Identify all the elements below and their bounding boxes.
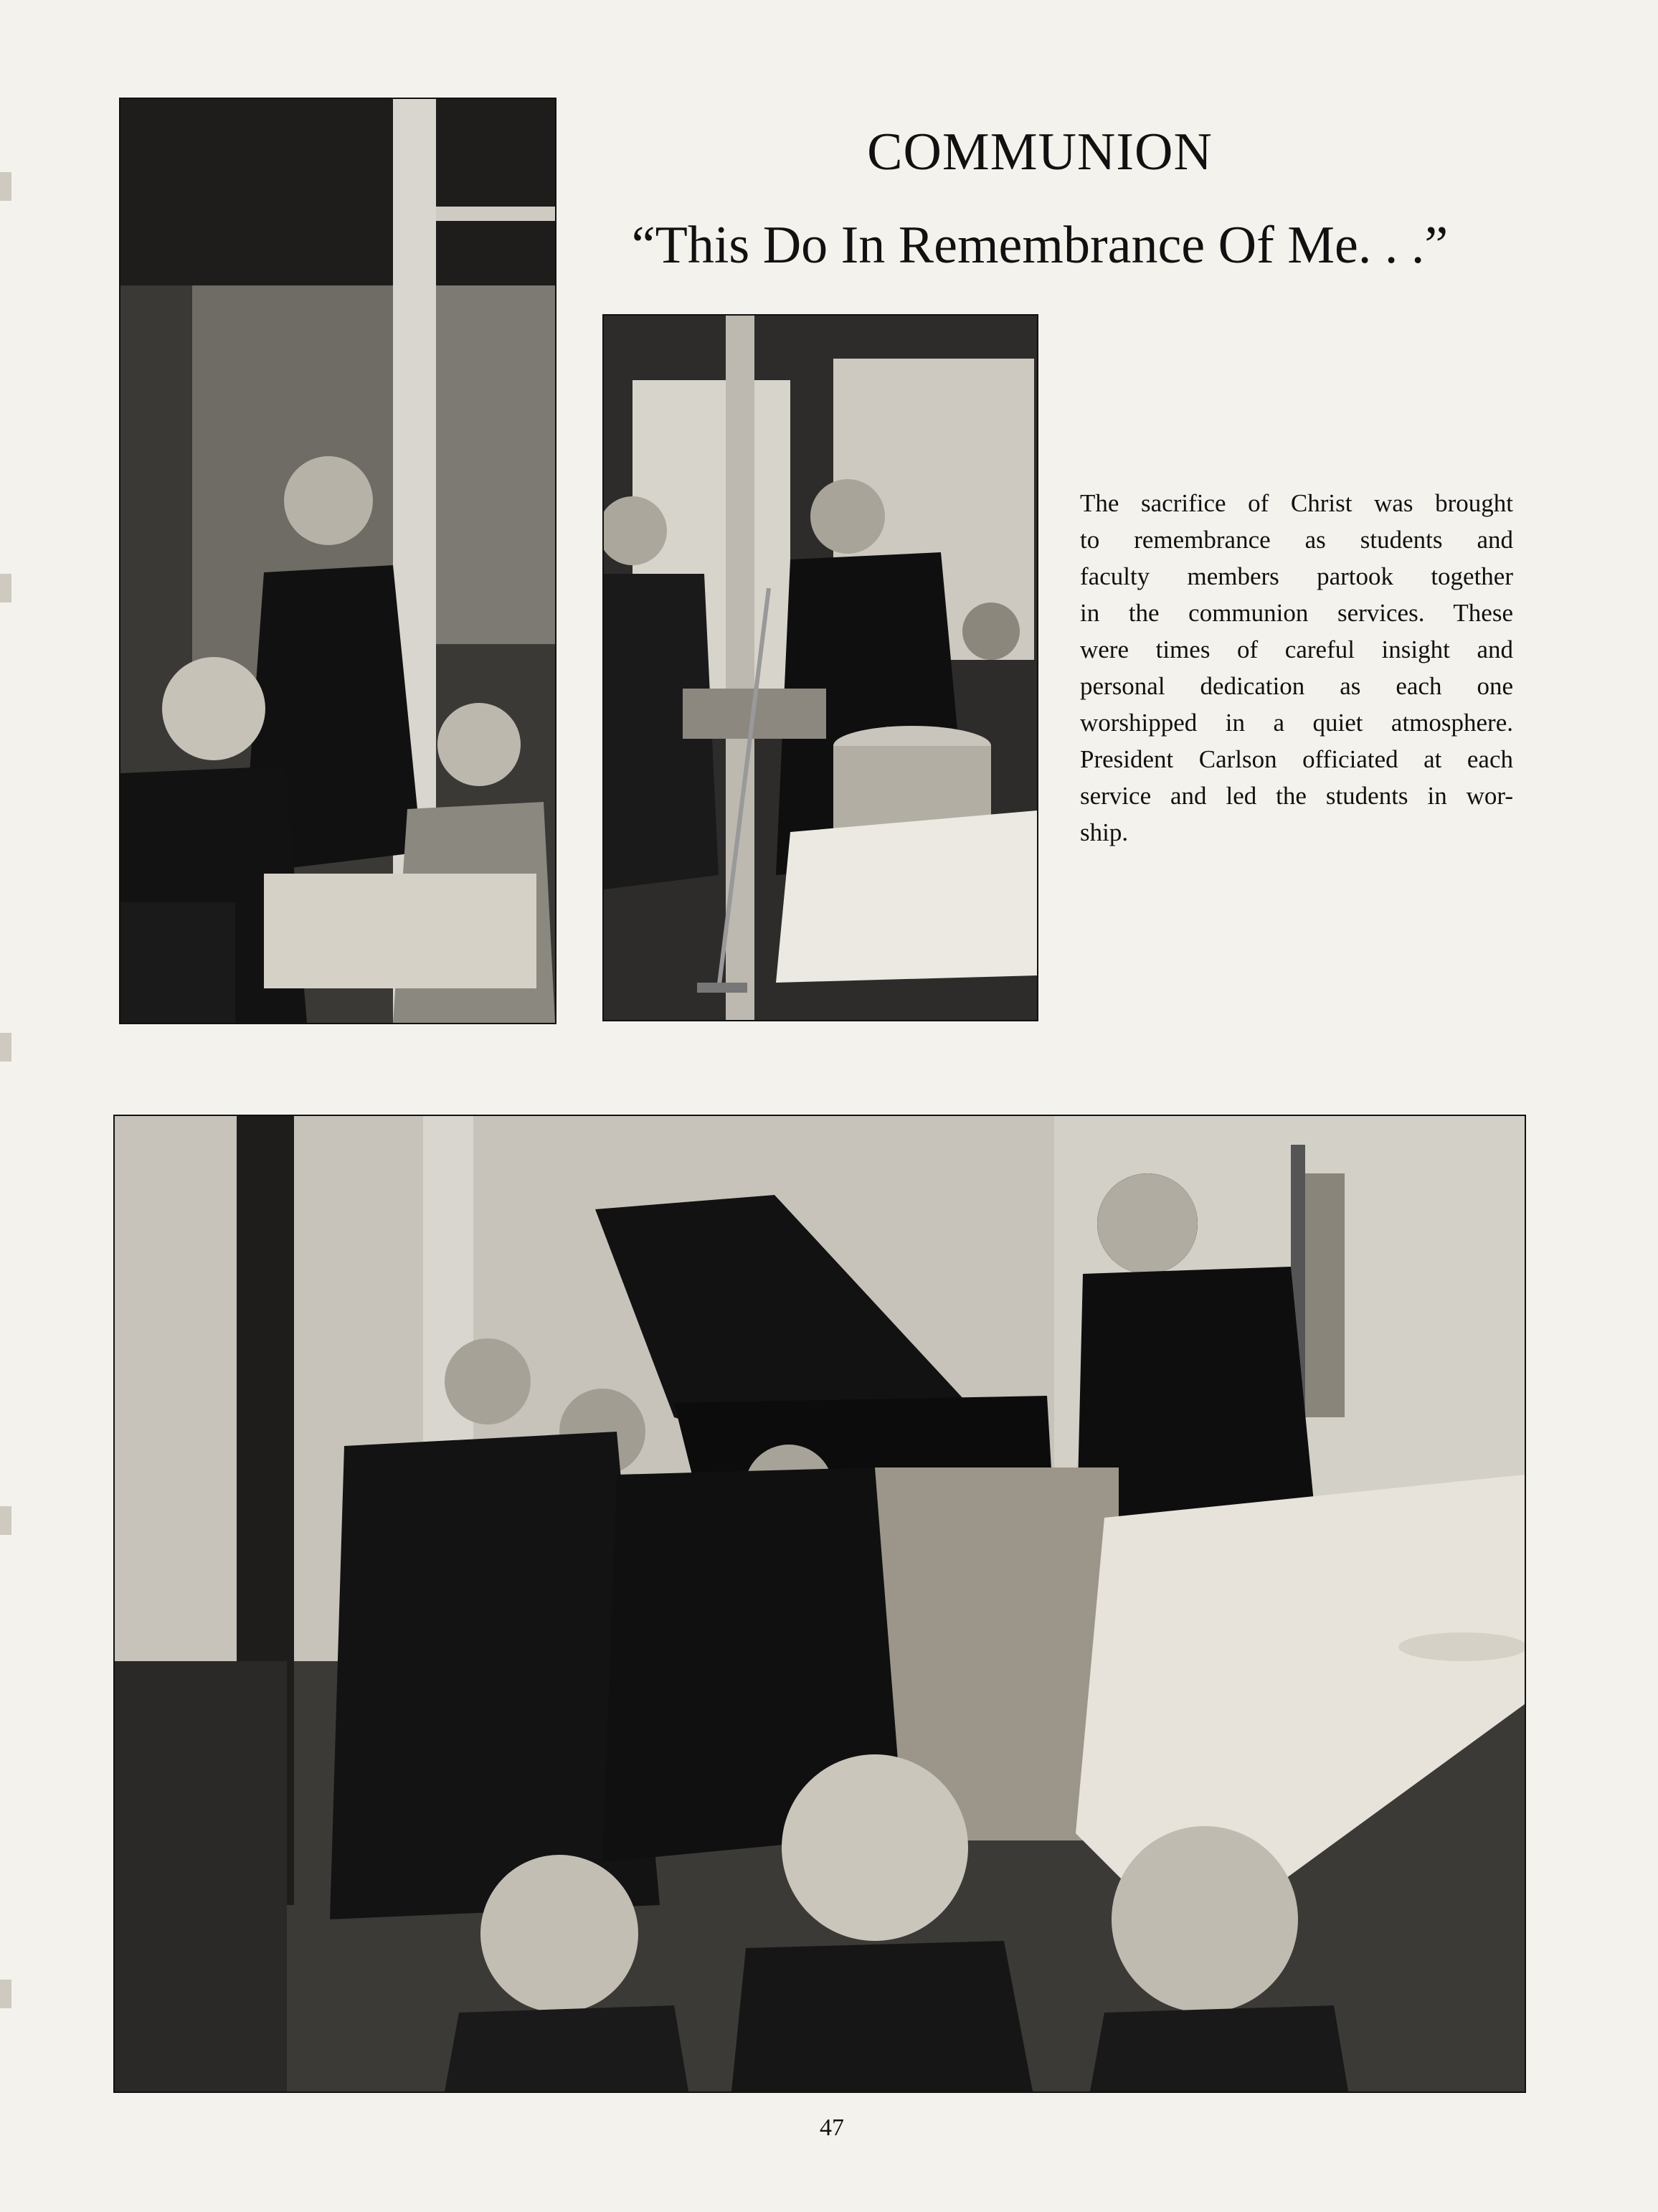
binding-mark	[0, 172, 11, 201]
caption-line: ship.	[1080, 818, 1129, 846]
caption-line: in the communion services. These	[1080, 599, 1513, 627]
binding-mark	[0, 1506, 11, 1535]
caption-line: The sacrifice of Christ was brought	[1080, 489, 1513, 517]
caption-line: to remembrance as students and	[1080, 526, 1513, 554]
photo-communion-students-praying	[113, 1115, 1526, 2093]
caption-paragraph	[1080, 485, 1513, 851]
page-subtitle: “This Do In Remembrance Of Me. . .”	[631, 216, 1449, 275]
page-title: COMMUNION	[867, 123, 1213, 181]
caption-line: service and led the students in wor-	[1080, 782, 1513, 810]
photo-1-image	[120, 99, 555, 1023]
binding-mark	[0, 574, 11, 602]
page-number: 47	[820, 2114, 844, 2141]
caption-line: were times of careful insight and	[1080, 635, 1513, 663]
photo-3-image	[115, 1116, 1525, 2092]
photo-2-image	[604, 316, 1037, 1020]
photo-communion-speaker	[602, 314, 1038, 1021]
binding-mark	[0, 1033, 11, 1062]
caption-line: President Carlson officiated at each	[1080, 745, 1513, 773]
caption-line: faculty members partook together	[1080, 562, 1513, 590]
binding-mark	[0, 1980, 11, 2008]
caption-line: personal dedication as each one	[1080, 672, 1513, 700]
photo-communion-distribution	[119, 98, 556, 1024]
caption-line: worshipped in a quiet atmosphere.	[1080, 709, 1513, 737]
